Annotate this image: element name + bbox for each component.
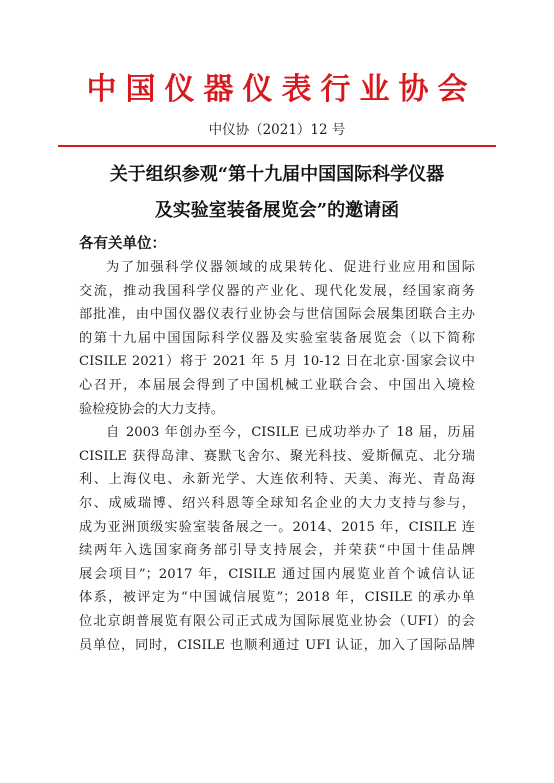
text-line: 验检疫协会的大力支持。: [79, 401, 225, 417]
document-title-line-2: 及实验室装备展览会”的邀请函: [154, 200, 400, 221]
salutation: 各有关单位：: [79, 235, 166, 252]
text-line: 利、上海仪电、永新光学、大连依利特、天美、海光、青岛海: [79, 472, 475, 488]
body-text: [79, 256, 475, 657]
document-title: [40, 157, 514, 229]
text-line: 展会项目”；2017 年，CISILE 通过国内展览业首个诚信认证: [79, 566, 475, 582]
text-line: 员单位，同时，CISILE 也顺利通过 UFI 认证，加入了国际品牌: [79, 637, 475, 653]
document-number: 中仪协（2021）12 号: [208, 122, 346, 138]
text-line: 部批准，由中国仪器仪表行业协会与世信国际会展集团联合主办: [79, 307, 475, 323]
text-line: 为了加强科学仪器领域的成果转化、促进行业应用和国际: [106, 260, 475, 275]
text-line: 成为亚洲顶级实验室装备展之一。2014、2015 年，CISILE 连: [79, 519, 475, 535]
document-title-line-1: 关于组织参观“第十九届中国国际科学仪器: [109, 164, 445, 185]
paragraph-1: [79, 256, 475, 421]
text-line: 尔、成威瑞博、绍兴科恩等全球知名企业的大力支持与参与，: [79, 495, 475, 511]
text-line: 的第十九届中国国际科学仪器及实验室装备展览会（以下简称: [79, 330, 475, 346]
text-line: 体系，被评定为“中国诚信展览”；2018 年，CISILE 的承办单: [79, 590, 475, 606]
text-line: 交流，推动我国科学仪器的产业化、现代化发展，经国家商务: [79, 283, 475, 299]
organization-name: 中国仪器仪表行业协会: [86, 72, 477, 107]
text-line: CISILE 2021）将于 2021 年 5 月 10-12 日在北京·国家会议中: [79, 354, 475, 370]
text-line: 续两年入选国家商务部引导支持展会，并荣获“中国十佳品牌: [79, 543, 475, 559]
text-line: CISILE 获得岛津、赛默飞舍尔、聚光科技、爱斯佩克、北分瑞: [79, 448, 475, 464]
text-line: 心召开，本届展会得到了中国机械工业联合会、中国出入境检: [79, 377, 475, 393]
header-divider: [58, 145, 496, 147]
paragraph-2: [79, 421, 475, 657]
text-line: 自 2003 年创办至今，CISILE 已成功举办了 18 届，历届: [106, 425, 475, 441]
text-line: 位北京朗普展览有限公司正式成为国际展览业协会（UFI）的会: [79, 613, 475, 629]
